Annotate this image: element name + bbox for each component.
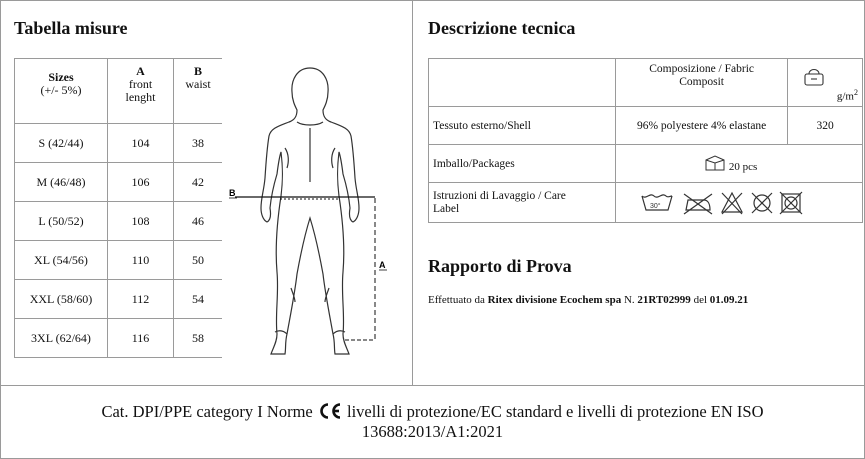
report-lab: Ritex divisione Ecochem spa bbox=[487, 294, 622, 306]
footer-line2: 13688:2013/A1:2021 bbox=[361, 422, 504, 441]
header-sizes bbox=[15, 59, 108, 124]
footer-line1 bbox=[0, 402, 865, 422]
horizontal-divider bbox=[0, 385, 865, 386]
table-row bbox=[15, 319, 223, 358]
care-label bbox=[429, 183, 616, 223]
cell-a: 106 bbox=[108, 163, 174, 202]
packages-value: 20 pcs bbox=[728, 161, 758, 173]
weight-scale-icon bbox=[802, 65, 826, 87]
composition-header-line1: Composizione / Fabric bbox=[649, 63, 754, 75]
table-row bbox=[429, 183, 863, 223]
footer-part2: livelli di protezione/EC standard e livelli di protezione EN ISO bbox=[342, 402, 764, 421]
no-bleach-icon bbox=[722, 193, 742, 214]
weight-unit bbox=[837, 88, 858, 103]
report-text-1: Effettuato da bbox=[428, 294, 488, 306]
no-iron-icon bbox=[684, 194, 712, 214]
report-text bbox=[428, 294, 748, 306]
footer-norms bbox=[0, 402, 865, 442]
cell-b: 42 bbox=[174, 163, 223, 202]
cell-b: 38 bbox=[174, 124, 223, 163]
header-b-line1: waist bbox=[185, 77, 211, 91]
tech-header-row bbox=[429, 59, 863, 107]
footer-part1: Cat. DPI/PPE category I Norme bbox=[101, 402, 317, 421]
cell-size: L (50/52) bbox=[15, 202, 108, 241]
cell-a: 104 bbox=[108, 124, 174, 163]
header-b-letter: B bbox=[193, 64, 202, 78]
cell-a: 110 bbox=[108, 241, 174, 280]
report-title: Rapporto di Prova bbox=[428, 256, 572, 276]
body-measurement-figure bbox=[225, 62, 395, 362]
body-outline bbox=[261, 68, 359, 354]
header-a-letter: A bbox=[136, 64, 145, 78]
table-row bbox=[15, 202, 223, 241]
cell-b: 50 bbox=[174, 241, 223, 280]
vertical-divider bbox=[412, 0, 413, 385]
shell-composition: 96% polyestere 4% elastane bbox=[616, 107, 788, 145]
table-row bbox=[15, 280, 223, 319]
cell-size: S (42/44) bbox=[15, 124, 108, 163]
box-icon bbox=[704, 154, 726, 172]
wash-30-icon bbox=[642, 194, 672, 209]
report-date: 01.09.21 bbox=[709, 294, 749, 306]
cell-b: 54 bbox=[174, 280, 223, 319]
cell-size: XL (54/56) bbox=[15, 241, 108, 280]
header-tolerance: (+/- 5%) bbox=[40, 83, 82, 97]
header-sizes-label: Sizes bbox=[48, 70, 74, 84]
no-tumble-dry-icon bbox=[780, 192, 802, 214]
header-b bbox=[174, 59, 223, 124]
report-text-2: N. bbox=[621, 294, 638, 306]
cell-a: 116 bbox=[108, 319, 174, 358]
packages-label: Imballo/Packages bbox=[429, 145, 616, 183]
cell-size: 3XL (62/64) bbox=[15, 319, 108, 358]
cell-b: 46 bbox=[174, 202, 223, 241]
table-row bbox=[15, 163, 223, 202]
header-a bbox=[108, 59, 174, 124]
report-number: 21RT02999 bbox=[637, 294, 691, 306]
weight-unit-exp: 2 bbox=[854, 88, 858, 98]
cell-a: 112 bbox=[108, 280, 174, 319]
size-table-header bbox=[15, 59, 223, 124]
table-row bbox=[15, 241, 223, 280]
shell-weight: 320 bbox=[788, 107, 863, 145]
weight-header bbox=[788, 59, 863, 107]
packages-cell bbox=[616, 145, 863, 183]
cell-size: XXL (58/60) bbox=[15, 280, 108, 319]
wash-temp: 30° bbox=[650, 202, 661, 210]
header-a-line2: lenght bbox=[125, 90, 156, 104]
composition-header-line2: Composit bbox=[679, 76, 724, 88]
care-symbols-row bbox=[640, 190, 820, 216]
care-label-line1: Istruzioni di Lavaggio / Care bbox=[433, 189, 566, 202]
tech-title: Descrizione tecnica bbox=[428, 18, 576, 38]
tech-header-empty bbox=[429, 59, 616, 107]
header-a-line1: front bbox=[128, 77, 153, 91]
ce-mark-icon bbox=[317, 402, 343, 420]
label-a: A bbox=[379, 260, 386, 270]
table-row bbox=[15, 124, 223, 163]
shell-label: Tessuto esterno/Shell bbox=[429, 107, 616, 145]
no-dry-clean-icon bbox=[752, 193, 772, 213]
care-symbols bbox=[616, 183, 863, 223]
label-b: B bbox=[229, 188, 236, 198]
care-label-line2: Label bbox=[433, 202, 460, 215]
size-table bbox=[14, 58, 222, 358]
weight-unit-text: g/m bbox=[836, 91, 854, 103]
tech-table bbox=[428, 58, 863, 223]
report-text-3: del bbox=[690, 294, 710, 306]
table-row bbox=[429, 145, 863, 183]
cell-a: 108 bbox=[108, 202, 174, 241]
size-table-title: Tabella misure bbox=[14, 18, 128, 38]
table-row bbox=[429, 107, 863, 145]
cell-b: 58 bbox=[174, 319, 223, 358]
cell-size: M (46/48) bbox=[15, 163, 108, 202]
composition-header bbox=[616, 59, 788, 107]
